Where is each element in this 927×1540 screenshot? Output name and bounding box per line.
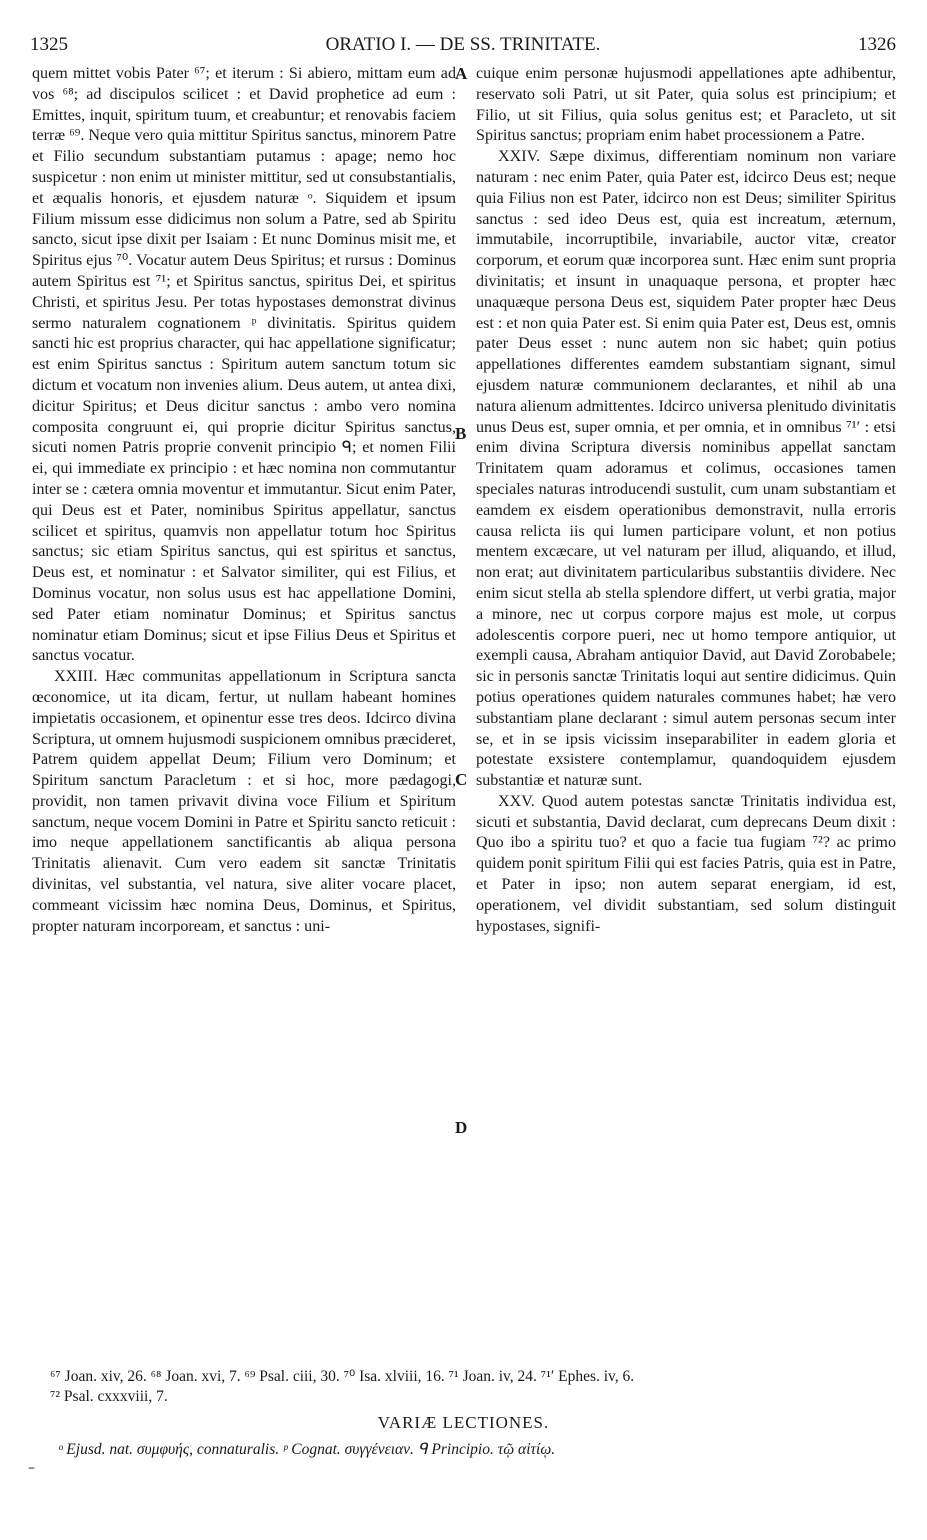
margin-marker-d: D — [455, 1118, 468, 1137]
left-paragraph-1: quem mittet vobis Pater ⁶⁷; et iterum : Si abiero, mittam eum ad vos ⁶⁸; ad discipulos scilicet : et David prophetice ad eum : Emittes, inquit, spiritum tuum, et creabuntur; et renovabis faciem terræ ⁶⁹. Neque vero quia mittitur Spiritus sanctus, minorem Patre et Filio secundum substantiam putamus : apage; nemo hoc suspicetur : non enim ut minister mittitur, sed ut consubstantialis, et æqualis honoris, et ejusdem naturæ ᵒ. Siquidem et ipsum Filium missum esse didicimus non solum a Patre, sed ab Spiritu sancto, sicut ipse dixit per Isaiam : Et nunc Dominus misit me, et Spiritus ejus ⁷⁰. Vocatur autem Deus Spiritus; et rursus : Dominus autem Spiritus est ⁷¹; et Spiritus sanctus, spiritus Dei, et spiritus Christi, et spiritus Jesu. Per totas hypostases demonstrat divinus sermo naturalem cognationem ᵖ divinitatis. Spiritus quidem sancti hic est proprius character, qui hac appellatione significatur; est enim Spiritus sanctus : Spiritum autem sanctum totum sic dictum et vocatum non invenies alium. Deus autem, ut antea dixi, dicitur Spiritus; et Deus dicitur sanctus : ambo vero nomina composita congruunt ei, qui proprie dicitur Spiritus sanctus, sicuti nomen Patris proprie convenit principio ᑫ; et nomen Filii ei, qui immediate ex principio : et hæc nomina non commutantur inter se : cætera omnia moventur et immutantur. Sicut enim Pater, qui Deus est et Pater, nominibus Spiritus appellatur, sanctus scilicet et spiritus, quamvis non appellatur totum hoc Spiritus sanctus; sic etiam Spiritus sanctus, qui est spiritus et sanctus, Deus est, et nominatur : et Salvator similiter, qui est Filius, et Dominus vocatur, non solus usus est hac appellatione Domini, sed Pater etiam nominatur Dominus; et Spiritus sanctus nominatur etiam Dominus; sicut et ipse Filius Deus et Spiritus et sanctus vocatur. — [32, 65, 456, 665]
margin-dash: – — [28, 1460, 35, 1476]
left-column — [32, 64, 456, 937]
left-paragraph-2: XXIII. Hæc communitas appellationum in Scriptura sancta œconomice, ut ita dicam, fertur, ut nullam habeant homines impietatis occasionem, et opinentur esse tres deos. Idcirco divina Scriptura, ut omnem hujusmodi suspicionem omnibus præcideret, Patrem quidem appellat Deum; Filium vero Dominum; et Spiritum sanctum Paracletum : et si hoc, more pædagogi, providit, non tamen privavit divina voce Filium et Spiritum sanctum, neque vocem Domini in Patre et Spiritu sancto reticuit : imo neque appellationem sanctificantis ab aliqua persona Trinitatis alienavit. Cum vero eadem sit sanctæ Trinitatis divinitas, vel substantia, vel natura, sive aliter vocare placet, commeant vicissim hæc nomina Deus, Dominus, et Spiritus, propter naturam incorpoream, et sanctus : uni- — [32, 668, 456, 935]
footnote-line-1: ⁶⁷ Joan. xiv, 26. ⁶⁸ Joan. xvi, 7. ⁶⁹ Psal. ciii, 30. ⁷⁰ Isa. xlviii, 16. ⁷¹ Joan. iv, 24. ⁷¹′ Ephes. iv, 6. — [50, 1368, 635, 1385]
margin-marker-b: B — [455, 424, 467, 443]
page-number-left: 1325 — [30, 34, 68, 55]
page-title: ORATIO I. — DE SS. TRINITATE. — [325, 34, 601, 55]
right-paragraph-3: XXV. Quod autem potestas sanctæ Trinitatis individua est, sicuti et substantia, David declarat, cum deprecans Deum dixit : Quo ibo a spiritu tuo? et quo a facie tua fugiam ⁷²? ac primo quidem ponit spiritum Filii qui est facies Patris, quia est in Patre, et Pater in ipso; non autem separat energiam, id est, operationem, vel dividit substantiam, sed solum distinguit hypostases, signifi- — [476, 792, 896, 935]
right-paragraph-2: XXIV. Sæpe diximus, differentiam nominum non variare naturam : nec enim Pater, quia Pater est, idcirco Deus est; neque quia Filius non est Pater, idcirco non est Deus; similiter Spiritus sanctus : sed ideo Deus est, quia est increatum, æternum, immutabile, incorruptibile, invariabile, auctor vitæ, creator corporum, et eorum quæ incorporea sunt. Hæc enim sunt propria divinitatis; et insunt in unaquaque persona, et propter hæc unaquæque persona Deus est, siquidem Pater propter hæc Deus est : et non quia Pater est. Si enim quia Pater est, Deus est, omnis pater Deus esset : nunc autem non sic habet; quin potius appellationes differentes eamdem substantiam signant, simul ejusdem naturæ communionem declarantes, et nihil ab una natura alienum admittentes. Idcirco universa plenitudo divinitatis unus Deus est, super omnia, et per omnia, et in omnibus ⁷¹′ : etsi enim divina Scriptura diversis nominibus appellat sanctam Trinitatem quam adoramus et colimus, occasiones tamen speciales naturas introducendi sustulit, cum unam substantiam et eamdem ex eisdem operationibus demonstravit, nulla erroris causa relicta iis qui lumen participare volunt, et non potius mentem excæcare, ut vel naturam per illud, aliquando, et illud, non erat; aut divinitatem particularibus substantiis dividere. Nec enim sicut stella ab stella splendore differt, ut verbi gratia, major a minore, nec ut corpus corpore majus est mole, ut corpus adolescentis corpore pueri, nec ut homo tempore antiquior, ut exempli causa, Abraham antiquior David, aut David Zorobabele; sic in personis sanctæ Trinitatis loqui aut sentire didicimus. Quin potius operationes quidem naturales communes habet; hæ vero substantiam plane declarant : simul autem personas secum inter se, et in se ipsis vicissim inseparabiliter in eadem gloria et potestate exsistere contemplamur, quandoquidem ejusdem substantiæ et naturæ sunt. — [476, 148, 896, 790]
footnotes — [50, 1367, 900, 1407]
variae-lectiones-text: ᵒ Ejusd. nat. συμφυής, connaturalis. ᵖ Cognat. συγγένειαν. ᑫ Principio. τῷ αἰτίῳ. — [58, 1441, 556, 1458]
margin-marker-a: A — [455, 64, 468, 83]
page-number-right: 1326 — [858, 34, 896, 55]
right-column — [476, 64, 896, 937]
right-paragraph-1: cuique enim personæ hujusmodi appellationes apte adhibentur, reservato soli Patri, ut sit Pater, quia solus est principium; et Filio, ut sit Filius, quia solus genitus est; et Paracleto, ut sit Spiritus sanctus; propriam enim habet processionem a Patre. — [476, 65, 896, 145]
margin-marker-c: C — [455, 770, 468, 789]
footnote-line-2: ⁷² Psal. cxxxviii, 7. — [50, 1388, 168, 1405]
running-header — [30, 34, 896, 60]
variae-lectiones-title: VARIÆ LECTIONES. — [377, 1413, 550, 1432]
